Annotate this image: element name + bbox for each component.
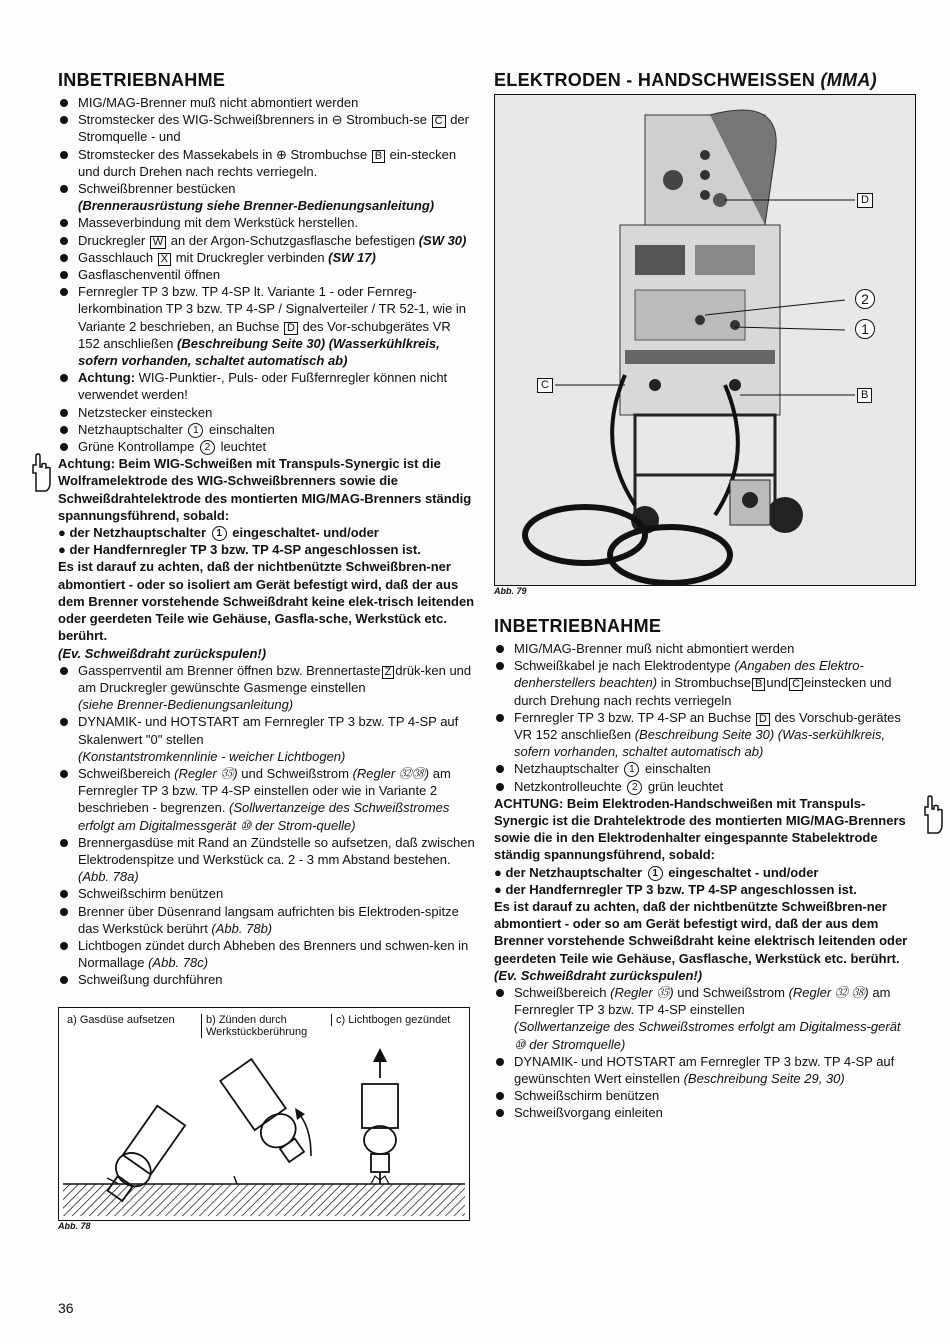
callout-socket-c: C — [537, 378, 553, 393]
section-heading-left: INBETRIEBNAHME — [58, 70, 226, 90]
warning-block-left — [58, 455, 476, 661]
welding-machine-photo — [494, 94, 916, 586]
callout-switch-1: 1 — [855, 319, 875, 339]
callout-lamp-2: 2 — [855, 289, 875, 309]
list-item: Masseverbindung mit dem Werkstück herstellen. — [58, 214, 476, 231]
list-item: Lichtbogen zündet durch Abheben des Brenners und schwen-ken in Normallage (Abb. 78c) — [58, 937, 476, 971]
list-item: Gasflaschenventil öffnen — [58, 266, 476, 283]
warning-tail: Es ist darauf zu achten, daß der nichtbenützte Schweißbren-ner abmontiert - oder so isoliert am Gerät befestigt wird, daß der aus dem Brenner vorstehende Schweißdraht keine elek-trisch leitenden oder geerdeten Teile wie Gehäuse, Gasfla-sche, Werkstück etc. berührt. — [58, 559, 475, 644]
pointing-hand-icon — [920, 795, 946, 835]
lamp-number: 2 — [200, 440, 215, 455]
list-item: Schweißvorgang einleiten — [494, 1104, 914, 1121]
warning-tail: Es ist darauf zu achten, daß der nichtbenützte Schweißbren-ner abmontiert - oder so am Gerät befestigt wird, daß der aus dem Brenner vorstehende Schweißdraht keine elektrisch leitenden oder geerdeten Teile wie Gehäuse, Gasflasche, Werkstück etc. berührt. — [494, 899, 908, 966]
list-item: Schweißbrenner bestücken (Brennerausrüstung siehe Brenner-Bedienungsanleitung) — [58, 180, 476, 214]
list-item: Schweißbereich (Regler ㉟) und Schweißstrom (Regler ㉜ ㊳) am Fernregler TP 3 bzw. TP 4-SP einstellen (Sollwertanzeige des Schweißstromes erfolgt am Digitalmess-gerät ⑩ der Stromquelle) — [494, 984, 914, 1053]
left-column — [58, 70, 476, 1231]
figure-label-b: b) Zünden durch Werkstückberührung — [201, 1014, 332, 1038]
list-item: DYNAMIK- und HOTSTART am Fernregler TP 3 bzw. TP 4-SP auf Skalenwert "0" stellen (Konstantstromkennlinie - weicher Lichtbogen) — [58, 713, 476, 765]
warning-bullet: ● der Netzhauptschalter 1 eingeschaltet- und/oder — [58, 525, 379, 541]
list-item: Gassperrventil am Brenner öffnen bzw. Brennertaste Z drük-ken und am Druckregler gewünschte Gasmenge einstellen (siehe Brenner-Bedienungsanleitung) — [58, 662, 476, 714]
setup-list-right-2 — [494, 984, 914, 1122]
warning-text: Achtung: Beim WIG-Schweißen mit Transpuls-Synergic ist die Wolframelektrode des WIG-Schweißbrenners sowie die Schweißdrahtelektrode des montierten MIG/MAG-Brenners ständig spannungsführend, sobald: — [58, 456, 472, 523]
list-item: Netzstecker einstecken — [58, 404, 476, 421]
warning-note: (Ev. Schweißdraht zurückspulen!) — [494, 967, 703, 983]
socket-label: C — [432, 115, 446, 128]
figure-caption: Abb. 78 — [58, 1220, 91, 1231]
setup-list-left-2 — [58, 662, 476, 989]
warning-bullet: ● der Handfernregler TP 3 bzw. TP 4-SP angeschlossen ist. — [494, 881, 857, 897]
setup-list-right — [494, 640, 914, 795]
figure-label-c: c) Lichtbogen gezündet — [331, 1014, 456, 1026]
section-heading-right-2: INBETRIEBNAHME — [494, 616, 662, 636]
warning-text: ACHTUNG: Beim Elektroden-Handschweißen mit Transpuls-Synergic ist die Drahtelektrode des montierten MIG/MAG-Brenners sowie die in den Elektrodenhalter eingespannte Stabelektrode ständig spannungsführend, sobald: — [494, 795, 906, 863]
page-number: 36 — [58, 1300, 74, 1316]
list-item: MIG/MAG-Brenner muß nicht abmontiert werden — [494, 640, 914, 657]
list-item: Schweißschirm benützen — [58, 885, 476, 902]
list-item: Schweißkabel je nach Elektrodentype (Angaben des Elektro-denherstellers beachten) in Strombuchse B und C einstecken und durch Drehung nach rechts verriegeln — [494, 657, 914, 709]
list-item: Grüne Kontrollampe 2 leuchtet — [58, 438, 476, 455]
switch-number: 1 — [188, 423, 203, 438]
list-item: Stromstecker des WIG-Schweißbrenners in ⊖ Strombuch-se C der Stromquelle - und — [58, 111, 476, 145]
list-item: Brenner über Düsenrand langsam aufrichten bis Elektroden-spitze das Werkstück berührt (Abb. 78b) — [58, 903, 476, 937]
warning-bullet: ● der Handfernregler TP 3 bzw. TP 4-SP angeschlossen ist. — [58, 542, 421, 558]
list-item: Druckregler W an der Argon-Schutzgasflasche befestigen (SW 30) — [58, 232, 476, 249]
list-item: Schweißung durchführen — [58, 971, 476, 988]
list-item: Brennergasdüse mit Rand an Zündstelle so aufsetzen, daß zwischen Elektrodenspitze und Werkstück ca. 2 - 3 mm Abstand bestehen. (Abb. 78a) — [58, 834, 476, 886]
pointing-hand-icon — [28, 453, 54, 493]
figure-label-a: a) Gasdüse aufsetzen — [67, 1013, 175, 1026]
callout-socket-b: B — [857, 388, 872, 403]
photo-caption: Abb. 79 — [494, 586, 527, 596]
list-item: Netzhauptschalter 1 einschalten — [494, 760, 914, 777]
setup-list-left — [58, 94, 476, 455]
list-item: Stromstecker des Massekabels in ⊕ Strombuchse B ein-stecken und durch Drehen nach rechts verriegeln. — [58, 146, 476, 180]
list-item: Fernregler TP 3 bzw. TP 4-SP an Buchse D des Vorschub-gerätes VR 152 anschließen (Beschreibung Seite 30) (Was-serkühlkreis, sofern vorhanden, schaltet automatisch ab) — [494, 709, 914, 761]
figure-78 — [58, 1007, 470, 1221]
warning-block-right — [494, 795, 914, 984]
list-item: Netzkontrolleuchte 2 grün leuchtet — [494, 778, 914, 795]
list-item: Netzhauptschalter 1 einschalten — [58, 421, 476, 438]
list-item: Achtung: WIG-Punktier-, Puls- oder Fußfernregler können nicht verwendet werden! — [58, 369, 476, 403]
list-item: Fernregler TP 3 bzw. TP 4-SP lt. Variante 1 - oder Fernreg-lerkombination TP 3 bzw. TP 4-SP / Signalverteiler / TR 52-1, wie in Variante 2 beschrieben, an Buchse D des Vor-schubgerätes VR 152 anschließen (Beschreibung Seite 30) (Wasserkühlkreis, sofern vorhanden, schaltet automatisch ab) — [58, 283, 476, 369]
list-item: DYNAMIK- und HOTSTART am Fernregler TP 3 bzw. TP 4-SP auf gewünschten Wert einstellen (Beschreibung Seite 29, 30) — [494, 1053, 914, 1087]
list-item: Schweißbereich (Regler ㉟) und Schweißstrom (Regler ㉜㊳) am Fernregler TP 3 bzw. TP 4-SP einstellen oder wie in Variante 2 beschrieben - begrenzen. (Sollwertanzeige des Schweißstromes erfolgt am Digitalmessgerät ⑩ der Strom-quelle) — [58, 765, 476, 834]
list-item: Gasschlauch X mit Druckregler verbinden (SW 17) — [58, 249, 476, 266]
list-item: MIG/MAG-Brenner muß nicht abmontiert werden — [58, 94, 476, 111]
socket-label: D — [284, 322, 298, 335]
warning-note: (Ev. Schweißdraht zurückspulen!) — [58, 645, 267, 661]
welding-machine-illustration — [495, 95, 915, 585]
warning-bullet: ● der Netzhauptschalter 1 eingeschaltet - und/oder — [494, 864, 819, 880]
socket-label: B — [372, 150, 385, 163]
part-label: X — [158, 253, 171, 266]
torch-ignition-diagram — [59, 1008, 469, 1220]
part-label: W — [150, 236, 166, 249]
button-label: Z — [382, 666, 395, 679]
right-column — [494, 70, 914, 1122]
callout-socket-d: D — [857, 193, 873, 208]
section-heading-right: ELEKTRODEN - HANDSCHWEISSEN (MMA) — [494, 70, 877, 90]
list-item: Schweißschirm benützen — [494, 1087, 914, 1104]
